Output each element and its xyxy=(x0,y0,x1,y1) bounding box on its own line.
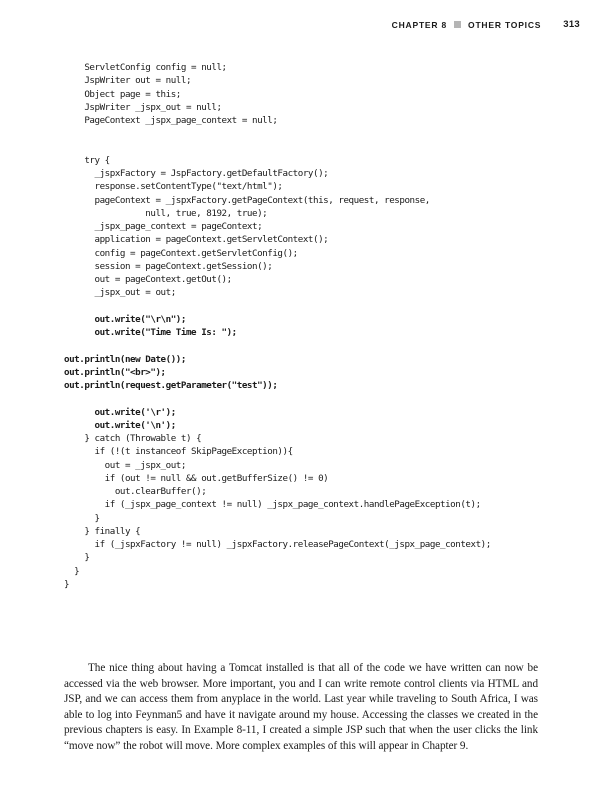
code-line: Object page = this; xyxy=(64,88,181,100)
code-line: JspWriter _jspx_out = null; xyxy=(64,101,222,113)
code-line: } xyxy=(64,552,90,564)
running-header xyxy=(392,19,580,30)
code-line: out = _jspx_out; xyxy=(64,459,186,471)
code-line: PageContext _jspx_page_context = null; xyxy=(64,115,278,126)
code-line: out.clearBuffer(); xyxy=(64,486,207,497)
code-line xyxy=(64,127,491,140)
code-line xyxy=(64,141,491,154)
code-line: out.println("<br>"); xyxy=(64,366,166,378)
code-line: response.setContentType("text/html"); xyxy=(64,181,283,193)
code-line: if (!(t instanceof SkipPageException)){ xyxy=(64,446,293,458)
code-line: config = pageContext.getServletConfig(); xyxy=(64,247,298,259)
code-line: _jspx_page_context = pageContext; xyxy=(64,221,263,232)
code-line: null, true, 8192, true); xyxy=(64,207,268,219)
code-line: out = pageContext.getOut(); xyxy=(64,274,232,285)
code-line: out.write('\n'); xyxy=(64,419,176,431)
code-line: out.write("Time Time Is: "); xyxy=(64,327,237,338)
code-line: } xyxy=(64,565,80,577)
code-line: session = pageContext.getSession(); xyxy=(64,260,273,272)
code-line: out.write("\r\n"); xyxy=(64,313,186,325)
code-line: if (_jspx_page_context != null) _jspx_page_context.handlePageException(t); xyxy=(64,499,481,511)
body-paragraph: The nice thing about having a Tomcat installed is that all of the code we have written can now be accessed via the web browser. More important, you and I can write remote control clients via HTML and JSP, and we can access them from anyplace in the world. Last year while traveling to South Africa, I was able to log into Feynman5 and have it navigate around my house. Accessing the classes we created in the previous chapters is easy. In Example 8-11, I created a simple JSP such that when the user clicks the link “move now” the robot will move. More complex examples of this will appear in Chapter 9. xyxy=(64,662,538,752)
page-number: 313 xyxy=(563,19,580,30)
code-line: out.write('\r'); xyxy=(64,406,176,418)
code-listing xyxy=(64,61,491,591)
code-line: JspWriter out = null; xyxy=(64,75,192,87)
code-line: } xyxy=(64,512,100,524)
code-line: } finally { xyxy=(64,525,141,537)
code-line: if (out != null && out.getBufferSize() != 0) xyxy=(64,472,329,484)
code-line: application = pageContext.getServletContext(); xyxy=(64,234,329,246)
code-line xyxy=(64,392,491,405)
chapter-label: CHAPTER 8 xyxy=(391,19,448,30)
code-line: } xyxy=(64,578,70,590)
code-line: try { xyxy=(64,154,110,166)
code-line: out.println(new Date()); xyxy=(64,353,186,365)
code-line xyxy=(64,339,491,352)
separator-square-icon xyxy=(454,21,461,28)
code-line: } catch (Throwable t) { xyxy=(64,433,202,444)
code-line: pageContext = _jspxFactory.getPageContext(this, request, response, xyxy=(64,194,430,206)
code-line xyxy=(64,300,491,313)
code-line: out.println(request.getParameter("test")); xyxy=(64,380,278,391)
code-line: _jspxFactory = JspFactory.getDefaultFactory(); xyxy=(64,168,329,179)
code-line: _jspx_out = out; xyxy=(64,287,176,299)
code-line: ServletConfig config = null; xyxy=(64,62,227,73)
code-line: if (_jspxFactory != null) _jspxFactory.releasePageContext(_jspx_page_context); xyxy=(64,539,491,550)
section-label: OTHER TOPICS xyxy=(468,19,542,30)
